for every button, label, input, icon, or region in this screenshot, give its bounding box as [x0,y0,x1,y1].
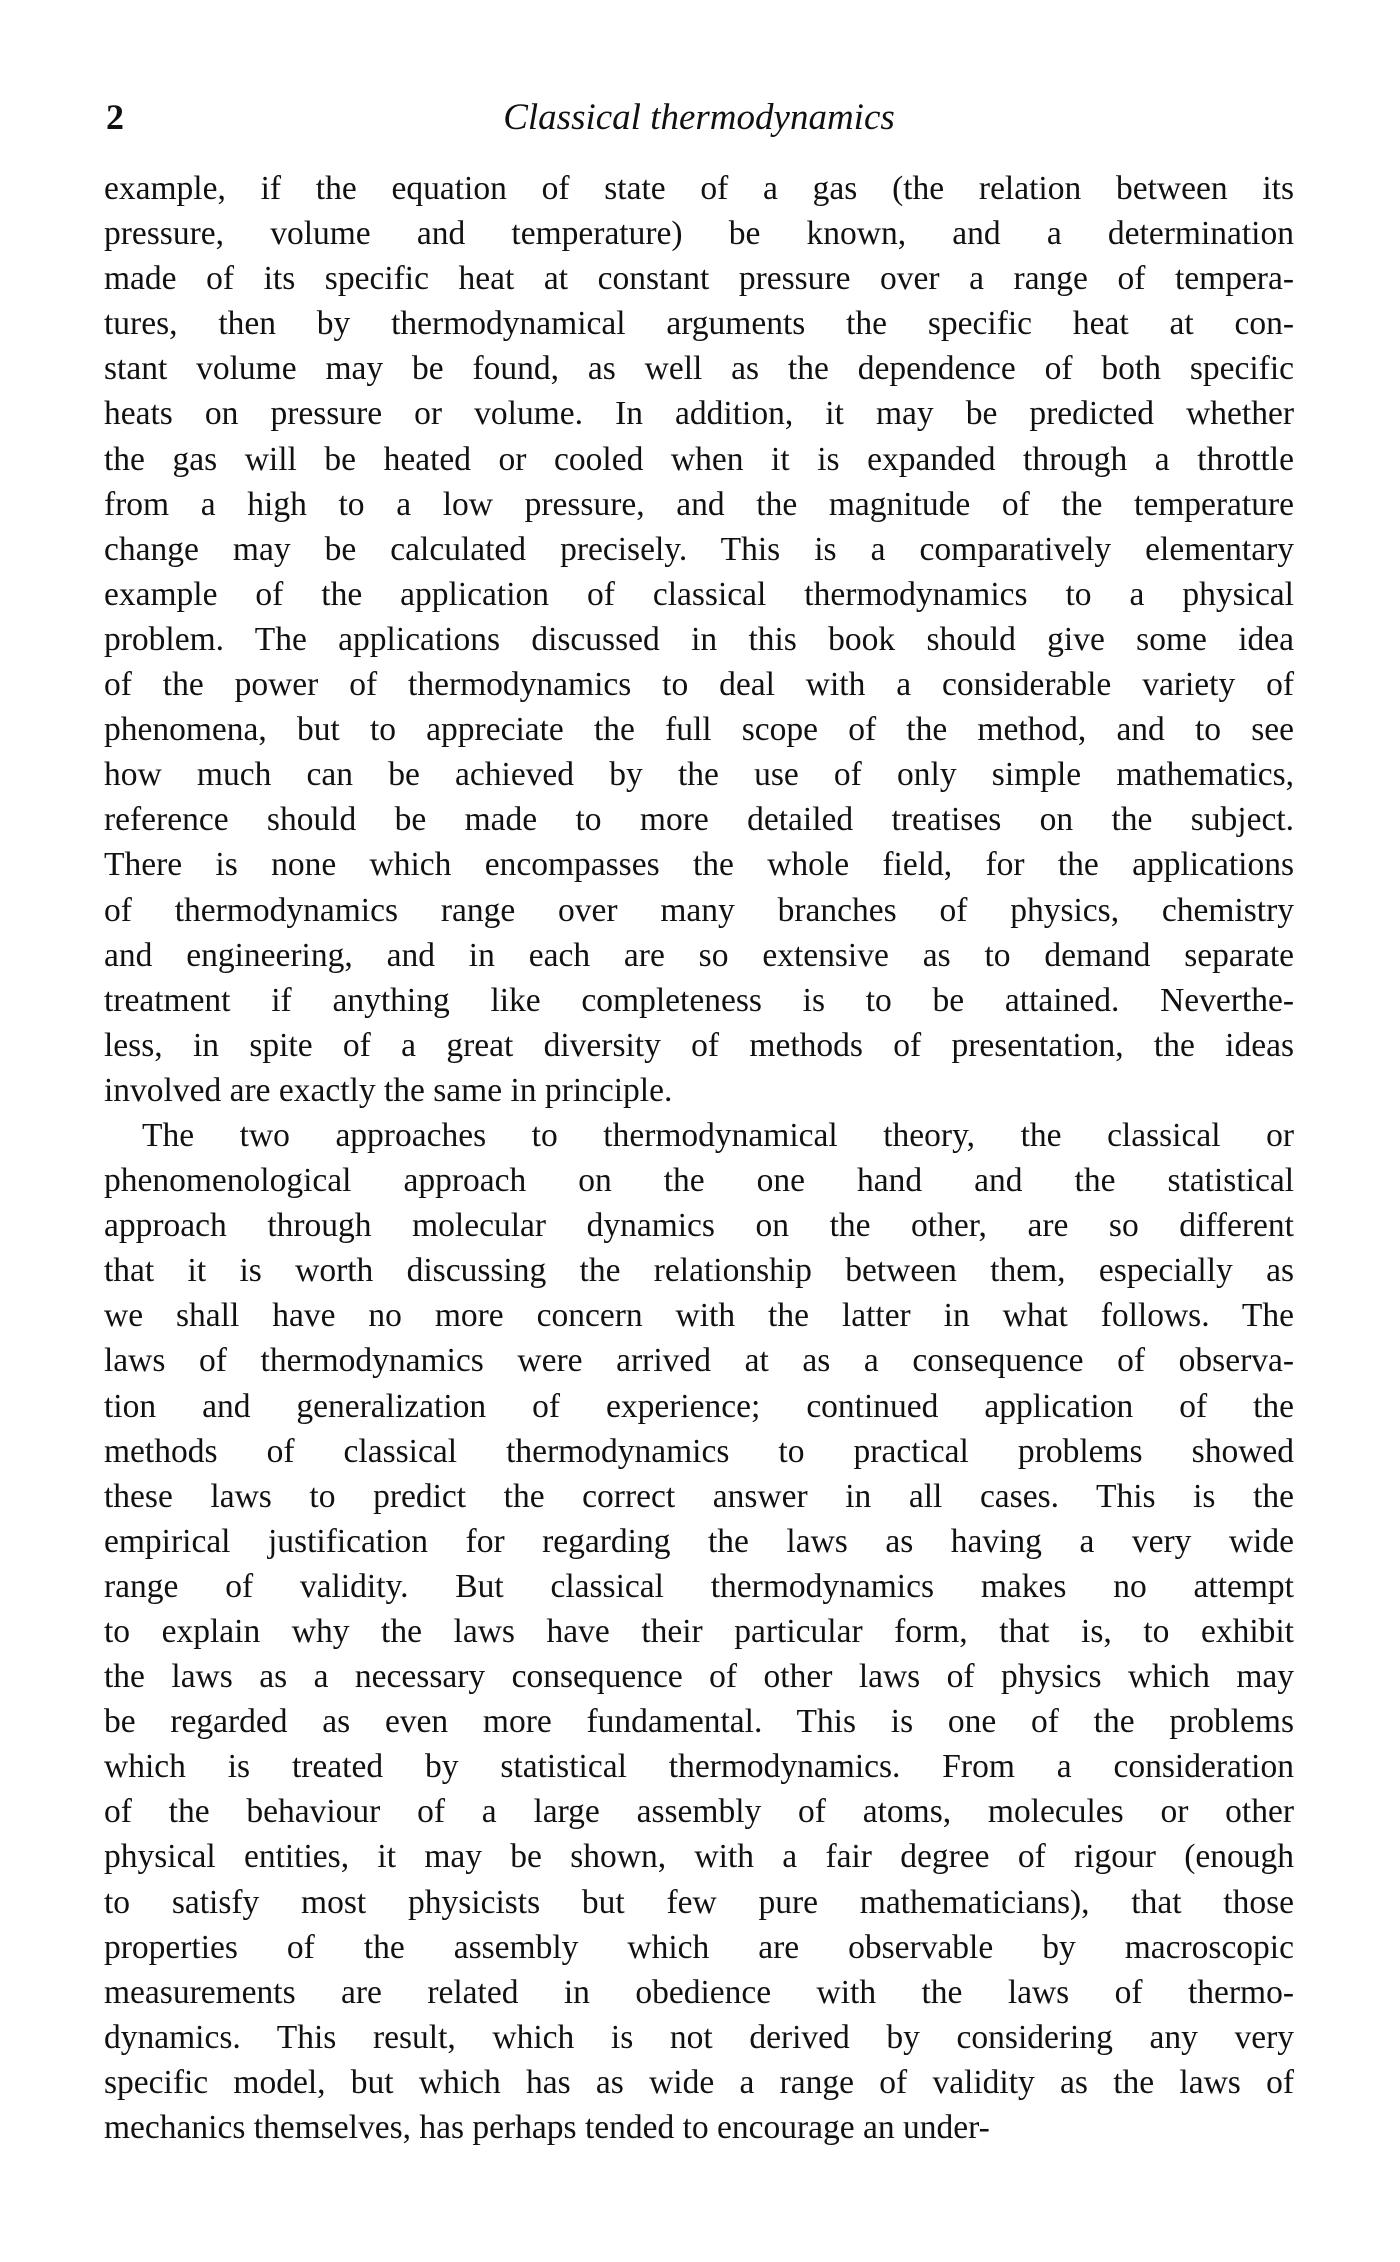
text-line: stant volume may be found, as well as the dependence of both specific [104,350,1294,388]
text-line: from a high to a low pressure, and the magnitude of the temperature [104,485,1294,523]
page-header [104,96,1294,152]
text-line: problem. The applications discussed in this book should give some idea [104,620,1294,658]
text-line: dynamics. This result, which is not derived by considering any very [104,2018,1294,2056]
page-number: 2 [106,97,124,137]
text-line: to explain why the laws have their particular form, that is, to exhibit [104,1613,1294,1650]
text-line: reference should be made to more detailed treatises on the subject. [104,801,1294,839]
text-line: specific model, but which has as wide a range of validity as the laws of [104,2063,1294,2101]
text-line: example, if the equation of state of a gas (the relation between its [104,170,1294,207]
text-line: phenomena, but to appreciate the full scope of the method, and to see [104,711,1294,749]
text-line: involved are exactly the same in principle. [104,1071,673,1109]
text-line: and engineering, and in each are so extensive as to demand separate [104,936,1294,974]
text-line: heats on pressure or volume. In addition, it may be predicted whether [104,395,1294,433]
text-line: these laws to predict the correct answer in all cases. This is the [104,1477,1294,1515]
text-line: laws of thermodynamics were arrived at as a consequence of observa- [104,1342,1294,1380]
text-line: the laws as a necessary consequence of other laws of physics which may [104,1658,1294,1696]
book-page [104,96,1294,2150]
text-line: tion and generalization of experience; continued application of the [104,1387,1294,1425]
text-line: be regarded as even more fundamental. This is one of the problems [104,1703,1294,1741]
text-line: tures, then by thermodynamical arguments the specific heat at con- [104,305,1294,343]
text-line: to satisfy most physicists but few pure mathematicians), that those [104,1883,1294,1921]
text-line: mechanics themselves, has perhaps tended to encourage an under- [104,2109,990,2147]
body-text [104,166,1294,2150]
paragraph [104,166,1294,1113]
text-line: of thermodynamics range over many branches of physics, chemistry [104,891,1294,929]
text-line: that it is worth discussing the relationship between them, especially as [104,1252,1294,1290]
text-line: of the behaviour of a large assembly of atoms, molecules or other [104,1793,1294,1831]
text-line: less, in spite of a great diversity of methods of presentation, the ideas [104,1026,1294,1064]
text-line: There is none which encompasses the whole field, for the applications [104,846,1294,884]
text-line: phenomenological approach on the one hand and the statistical [104,1162,1294,1200]
text-line: the gas will be heated or cooled when it is expanded through a throttle [104,440,1294,478]
text-line: approach through molecular dynamics on the other, are so different [104,1207,1294,1245]
text-line: made of its specific heat at constant pressure over a range of tempera- [104,260,1294,298]
text-line: empirical justification for regarding the laws as having a very wide [104,1522,1294,1560]
paragraph [104,1113,1294,2150]
text-line: which is treated by statistical thermodynamics. From a consideration [104,1748,1294,1786]
text-line: pressure, volume and temperature) be known, and a determination [104,215,1294,253]
text-line: change may be calculated precisely. This is a comparatively elementary [104,530,1294,568]
text-line: how much can be achieved by the use of only simple mathematics, [104,756,1294,794]
text-line: measurements are related in obedience with the laws of thermo- [104,1973,1294,2011]
text-line: physical entities, it may be shown, with a fair degree of rigour (enough [104,1838,1294,1876]
text-line: of the power of thermodynamics to deal with a considerable variety of [104,666,1294,704]
text-line: The two approaches to thermodynamical theory, the classical or [142,1116,1294,1154]
text-line: treatment if anything like completeness is to be attained. Neverthe- [104,981,1294,1019]
text-line: methods of classical thermodynamics to practical problems showed [104,1432,1294,1470]
text-line: we shall have no more concern with the latter in what follows. The [104,1297,1294,1335]
text-line: range of validity. But classical thermodynamics makes no attempt [104,1567,1294,1605]
running-title: Classical thermodynamics [503,97,895,138]
text-line: example of the application of classical thermodynamics to a physical [104,575,1294,613]
text-line: properties of the assembly which are observable by macroscopic [104,1928,1294,1966]
